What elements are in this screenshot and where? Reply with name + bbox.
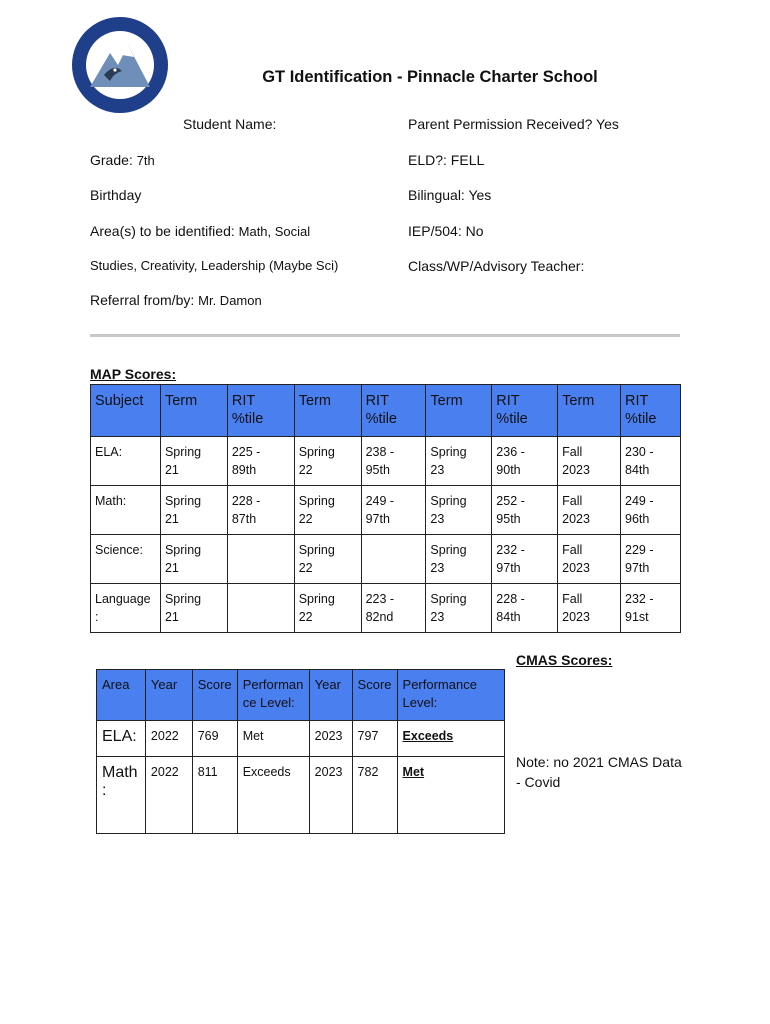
map-score-cell: Fall 2023 — [558, 437, 621, 486]
map-score-cell: 223 - 82nd — [361, 584, 426, 633]
map-score-cell: 228 - 87th — [227, 486, 294, 535]
cmas-score-cell: 2022 — [145, 721, 192, 757]
map-score-cell: 232 - 91st — [621, 584, 681, 633]
cmas-header-cell: Performance Level: — [397, 670, 504, 721]
map-header-cell: RIT %tile — [621, 385, 681, 437]
grade-value: 7th — [136, 153, 155, 168]
map-score-cell: Fall 2023 — [558, 584, 621, 633]
birthday-label: Birthday — [90, 187, 142, 203]
map-score-cell: Spring 22 — [294, 486, 361, 535]
student-name-label: Student Name: — [183, 116, 277, 132]
map-score-cell: 230 - 84th — [621, 437, 681, 486]
map-score-cell: Spring 22 — [294, 535, 361, 584]
map-score-cell — [361, 535, 426, 584]
iep-field: IEP/504: No — [408, 223, 484, 239]
cmas-score-cell: Met — [397, 757, 504, 834]
map-score-cell: 229 - 97th — [621, 535, 681, 584]
map-header-cell: RIT %tile — [227, 385, 294, 437]
map-score-cell — [227, 584, 294, 633]
map-header-row — [91, 385, 681, 437]
cmas-score-cell: Exceeds — [397, 721, 504, 757]
cmas-score-cell: 2022 — [145, 757, 192, 834]
map-score-cell: Spring 21 — [160, 535, 227, 584]
map-score-cell: 232 - 97th — [492, 535, 558, 584]
page-title: GT Identification - Pinnacle Charter School — [262, 68, 598, 86]
table-row — [91, 584, 681, 633]
referral-label: Referral from/by: — [90, 292, 195, 308]
school-logo — [70, 15, 170, 115]
map-subject-cell: Language : — [91, 584, 161, 633]
referral-value: Mr. Damon — [198, 293, 262, 308]
cmas-score-cell: 782 — [352, 757, 397, 834]
map-score-cell: Spring 23 — [426, 584, 492, 633]
cmas-score-cell: 2023 — [309, 721, 352, 757]
parent-permission: Parent Permission Received? Yes — [408, 116, 619, 132]
map-score-cell: Spring 23 — [426, 535, 492, 584]
map-score-cell: 225 - 89th — [227, 437, 294, 486]
map-score-cell: Fall 2023 — [558, 486, 621, 535]
table-row — [91, 486, 681, 535]
grade-field — [90, 152, 155, 168]
areas-value-line2: Studies, Creativity, Leadership (Maybe Sci) — [90, 258, 339, 273]
cmas-score-cell: 797 — [352, 721, 397, 757]
table-row — [91, 437, 681, 486]
table-row — [97, 757, 505, 834]
cmas-score-cell: 2023 — [309, 757, 352, 834]
bilingual-field: Bilingual: Yes — [408, 187, 492, 203]
map-score-cell: Spring 22 — [294, 584, 361, 633]
areas-field — [90, 223, 310, 239]
cmas-header-cell: Performan ce Level: — [237, 670, 309, 721]
areas-label: Area(s) to be identified: — [90, 223, 235, 239]
cmas-header-cell: Year — [309, 670, 352, 721]
cmas-header-row — [97, 670, 505, 721]
section-divider — [90, 334, 680, 337]
map-header-cell: Subject — [91, 385, 161, 437]
cmas-score-cell: 811 — [192, 757, 237, 834]
map-score-cell: Spring 23 — [426, 437, 492, 486]
map-score-cell: 238 - 95th — [361, 437, 426, 486]
map-header-cell: Term — [426, 385, 492, 437]
map-score-cell: 249 - 97th — [361, 486, 426, 535]
cmas-note: Note: no 2021 CMAS Data - Covid — [516, 754, 682, 790]
map-score-cell: Spring 23 — [426, 486, 492, 535]
map-scores-table — [90, 384, 681, 633]
referral-field — [90, 292, 262, 308]
map-header-cell: Term — [294, 385, 361, 437]
table-row — [97, 721, 505, 757]
grade-label: Grade: — [90, 152, 133, 168]
map-score-cell: 252 - 95th — [492, 486, 558, 535]
map-score-cell — [227, 535, 294, 584]
map-score-cell: 228 - 84th — [492, 584, 558, 633]
cmas-header-cell: Score — [192, 670, 237, 721]
table-row — [91, 535, 681, 584]
map-subject-cell: Math: — [91, 486, 161, 535]
eld-field: ELD?: FELL — [408, 152, 485, 168]
cmas-scores-table — [96, 669, 505, 834]
map-header-cell: RIT %tile — [361, 385, 426, 437]
cmas-header-cell: Area — [97, 670, 146, 721]
map-subject-cell: ELA: — [91, 437, 161, 486]
map-score-cell: Fall 2023 — [558, 535, 621, 584]
map-score-cell: Spring 21 — [160, 584, 227, 633]
cmas-header-cell: Score — [352, 670, 397, 721]
cmas-heading: CMAS Scores: — [516, 652, 613, 668]
map-header-cell: RIT %tile — [492, 385, 558, 437]
map-header-cell: Term — [558, 385, 621, 437]
cmas-score-cell: Exceeds — [237, 757, 309, 834]
areas-value-line1: Math, Social — [238, 224, 311, 239]
map-score-cell: Spring 21 — [160, 486, 227, 535]
cmas-area-cell: Math : — [97, 757, 146, 834]
map-header-cell: Term — [160, 385, 227, 437]
map-score-cell: 249 - 96th — [621, 486, 681, 535]
cmas-header-cell: Year — [145, 670, 192, 721]
map-score-cell: Spring 22 — [294, 437, 361, 486]
map-subject-cell: Science: — [91, 535, 161, 584]
teacher-label: Class/WP/Advisory Teacher: — [408, 258, 585, 274]
cmas-area-cell: ELA: — [97, 721, 146, 757]
cmas-score-cell: Met — [237, 721, 309, 757]
map-score-cell: Spring 21 — [160, 437, 227, 486]
map-heading: MAP Scores: — [90, 366, 177, 382]
map-score-cell: 236 - 90th — [492, 437, 558, 486]
cmas-score-cell: 769 — [192, 721, 237, 757]
